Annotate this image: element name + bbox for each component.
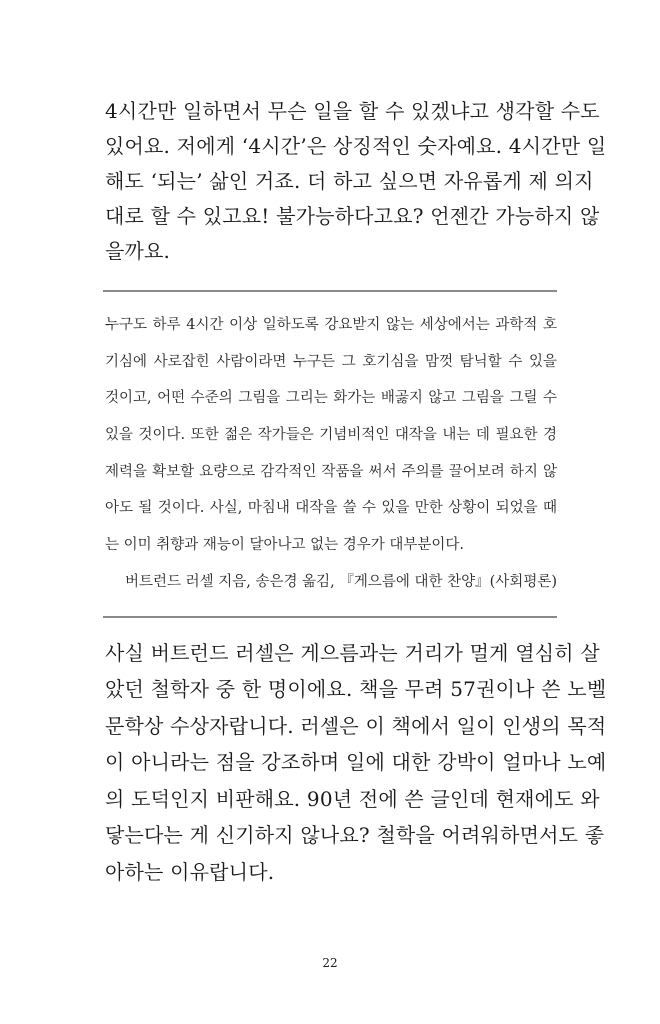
divider-bottom xyxy=(103,616,557,618)
paragraph-line: 닿는다는 게 신기하지 않나요? 철학을 어려워하면서도 좋 xyxy=(105,823,605,847)
paragraph-line: 이 아니라는 점을 강조하며 일에 대한 강박이 얼마나 노예 xyxy=(105,750,607,774)
quote-attribution: 버트런드 러셀 지음, 송은경 옮김, 『게으름에 대한 찬양』(사회평론) xyxy=(125,574,557,590)
page-number: 22 xyxy=(322,956,338,970)
paragraph-line: 대로 할 수 있고요! 불가능하다고요? 언젠간 가능하지 않 xyxy=(105,204,600,228)
quote-line: 기심에 사로잡힌 사람이라면 누구든 그 호기심을 맘껏 탐닉할 수 있을 xyxy=(105,354,557,370)
quote-line: 는 이미 취향과 재능이 달아나고 없는 경우가 대부분이다. xyxy=(105,537,465,553)
paragraph-line: 사실 버트런드 러셀은 게으름과는 거리가 멀게 열심히 살 xyxy=(105,641,600,665)
quote-line: 아도 될 것이다. 사실, 마침내 대작을 쓸 수 있을 만한 상황이 되었을 때 xyxy=(105,500,557,516)
paragraph-line: 아하는 이유랍니다. xyxy=(105,860,275,884)
paragraph-line: 4시간만 일하면서 무슨 일을 할 수 있겠냐고 생각할 수도 xyxy=(105,99,600,123)
paragraph-line: 을까요. xyxy=(105,239,171,263)
divider-top xyxy=(103,290,557,292)
paragraph-line: 문학상 수상자랍니다. 러셀은 이 책에서 일이 인생의 목적 xyxy=(105,714,607,738)
paragraph-line: 있어요. 저에게 ‘4시간’은 상징적인 숫자예요. 4시간만 일 xyxy=(105,134,607,158)
quote-line: 있을 것이다. 또한 젊은 작가들은 기념비적인 대작을 내는 데 필요한 경 xyxy=(105,427,557,443)
paragraph-line: 의 도덕인지 비판해요. 90년 전에 쓴 글인데 현재에도 와 xyxy=(105,787,600,811)
paragraph-line: 해도 ‘되는’ 삶인 거죠. 더 하고 싶으면 자유롭게 제 의지 xyxy=(105,169,594,193)
quote-line: 것이고, 어떤 수준의 그림을 그리는 화가는 배곯지 않고 그림을 그릴 수 xyxy=(105,390,557,406)
paragraph-line: 았던 철학자 중 한 명이에요. 책을 무려 57권이나 쓴 노벨 xyxy=(105,677,607,701)
quote-line: 누구도 하루 4시간 이상 일하도록 강요받지 않는 세상에서는 과학적 호 xyxy=(105,317,557,333)
quote-line: 제력을 확보할 요량으로 감각적인 작품을 써서 주의를 끌어보려 하지 않 xyxy=(105,464,557,480)
